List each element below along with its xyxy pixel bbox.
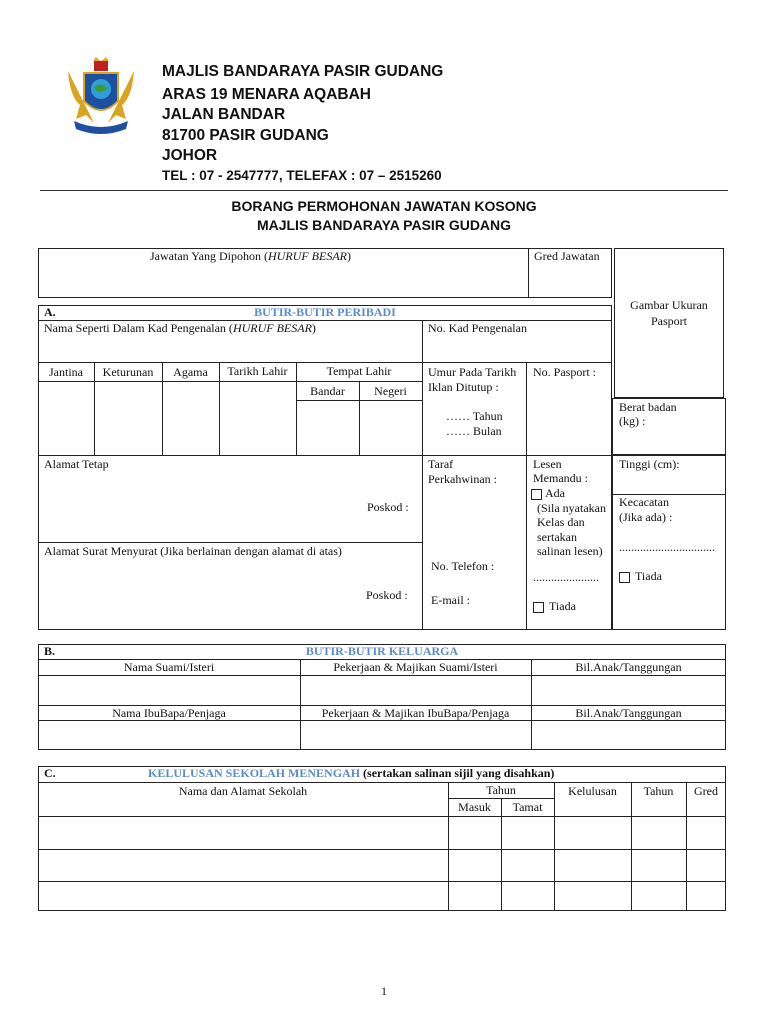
council-crest-logo [60,57,142,139]
tempat-lahir-label: Tempat Lahir [326,364,392,378]
suami-isteri-header: Nama Suami/Isteri [123,660,215,674]
address-line-1: ARAS 19 MENARA AQABAH [162,85,371,103]
ic-label: No. Kad Pengenalan [428,321,527,335]
pekerjaan-ibubapa-header: Pekerjaan & Majikan IbuBapa/Penjaga [321,706,510,720]
tarikh-lahir-label: Tarikh Lahir [227,364,288,378]
umur-tahun: …… Tahun [446,409,503,423]
bil-anak-header: Bil.Anak/Tanggungan [575,660,682,674]
taraf-label-2: Perkahwinan : [428,472,497,486]
kecacatan-tiada[interactable]: Tiada [619,569,662,583]
letterhead [162,62,722,184]
masuk-header: Masuk [458,800,491,814]
umur-bulan: …… Bulan [446,424,502,438]
lesen-ada[interactable]: Ada [531,486,565,500]
pekerjaan-suami-header: Pekerjaan & Majikan Suami/Isteri [333,660,498,674]
tamat-header: Tamat [512,800,543,814]
sekolah-header: Nama dan Alamat Sekolah [178,784,308,798]
kelulusan-header: Kelulusan [568,784,617,798]
photo-label-1: Gambar Ukuran [630,298,708,312]
kecacatan-label-2: (Jika ada) : [619,510,673,524]
form-title: BORANG PERMOHONAN JAWATAN KOSONG [231,198,537,214]
address-line-4: JOHOR [162,147,218,164]
ada-checkbox[interactable] [531,489,542,500]
photo-label-2: Pasport [651,314,687,328]
tahun-header-2: Tahun [643,784,674,798]
berat-label-1: Berat badan [619,400,677,414]
gred-header: Gred [694,784,718,798]
section-c-title: KELULUSAN SEKOLAH MENENGAH (sertakan salinan sijil yang disahkan) [148,766,555,780]
org-name: MAJLIS BANDARAYA PASIR GUDANG [162,63,444,80]
lesen-note-3: sertakan [537,530,577,544]
tinggi-label: Tinggi (cm): [619,457,680,471]
taraf-label-1: Taraf [428,457,454,471]
section-a-title: BUTIR-BUTIR PERIBADI [254,305,396,319]
telefon-label: No. Telefon : [431,559,495,573]
bil-anak-header-2: Bil.Anak/Tanggungan [575,706,682,720]
lesen-label-1: Lesen [533,457,562,471]
bandar-label: Bandar [310,384,345,398]
telephone-line: TEL : 07 - 2547777, TELEFAX : 07 – 2515260 [162,167,442,183]
section-b-letter: B. [44,644,56,658]
lesen-note-1: (Sila nyatakan [537,501,606,515]
kecacatan-label-1: Kecacatan [619,495,669,509]
alamat-tetap-label: Alamat Tetap [44,457,109,471]
section-c-letter: C. [44,766,56,780]
page-number: 1 [381,984,387,998]
negeri-label: Negeri [374,384,407,398]
lesen-tiada-checkbox[interactable] [533,602,544,613]
address-line-2: JALAN BANDAR [162,106,286,123]
header-divider [40,190,728,191]
umur-label-2: Iklan Ditutup : [428,380,499,394]
lesen-note-4: salinan lesen) [537,544,603,558]
section-a-letter: A. [44,305,56,319]
kecacatan-dots: ................................ [619,540,715,554]
agama-label: Agama [173,365,208,379]
tahun-header: Tahun [486,783,516,797]
jantina-label: Jantina [49,365,83,379]
email-label: E-mail : [431,593,470,607]
pasport-label: No. Pasport : [533,365,596,379]
poskod-label: Poskod : [367,500,409,514]
form-subtitle: MAJLIS BANDARAYA PASIR GUDANG [256,217,512,233]
tiada-checkbox[interactable] [619,572,630,583]
lesen-tiada[interactable]: Tiada [533,599,576,613]
section-b-title: BUTIR-BUTIR KELUARGA [305,644,459,658]
alamat-surat-label: Alamat Surat Menyurat (Jika berlainan dengan alamat di atas) [44,544,342,558]
ibubapa-header: Nama IbuBapa/Penjaga [112,706,226,720]
address-line-3: 81700 PASIR GUDANG [162,126,329,144]
lesen-dots: ...................... [533,570,599,584]
poskod-label-2: Poskod : [366,588,408,602]
lesen-note-2: Kelas dan [537,515,585,529]
gred-label: Gred Jawatan [534,249,600,263]
berat-label-2: (kg) : [619,414,646,428]
jawatan-label: Jawatan Yang Dipohon (HURUF BESAR) [150,249,351,263]
keturunan-label: Keturunan [102,365,154,379]
lesen-label-2: Memandu : [533,471,588,485]
nama-label: Nama Seperti Dalam Kad Pengenalan (HURUF BESAR) [44,321,316,335]
umur-label-1: Umur Pada Tarikh [428,365,517,379]
